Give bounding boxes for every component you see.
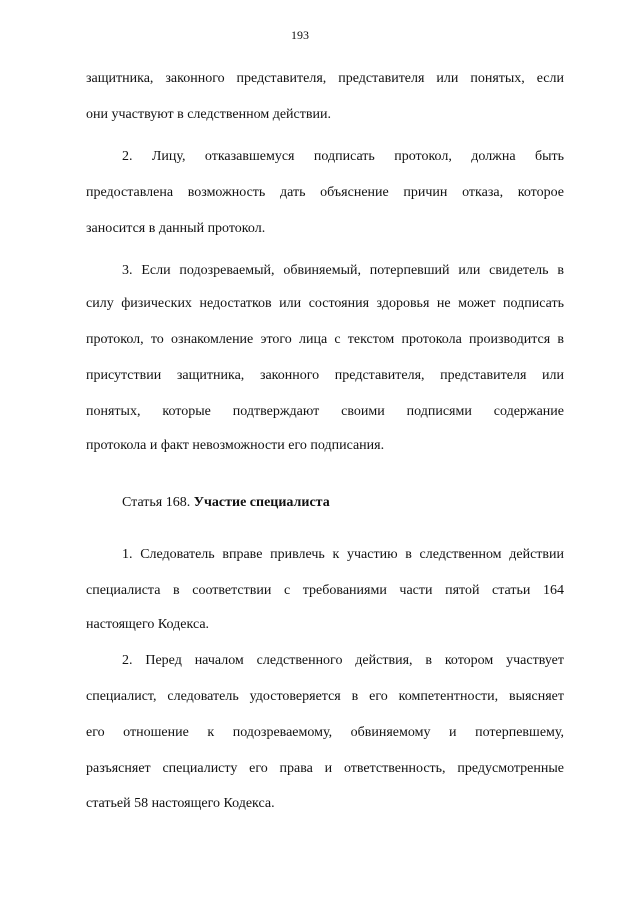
page-number: 193: [291, 28, 309, 42]
text-line: 2. Перед началом следственного действия, в котором участвует: [122, 653, 564, 668]
text-line: специалист, следователь удостоверяется в его компетентности, выясняет: [86, 689, 564, 704]
text-line: заносится в данный протокол.: [86, 221, 266, 236]
article-number: Статья 168.: [122, 495, 191, 510]
text-line: его отношение к подозреваемому, обвиняемому и потерпевшему,: [86, 725, 564, 740]
text-line: присутствии защитника, законного представителя, представителя или: [86, 368, 564, 383]
text-line: понятых, которые подтверждают своими подписями содержание: [86, 404, 564, 419]
text-line: специалиста в соответствии с требованиями части пятой статьи 164: [86, 583, 564, 598]
text-line: защитника, законного представителя, представителя или понятых, если: [86, 71, 564, 86]
text-line: они участвуют в следственном действии.: [86, 107, 331, 122]
text-line: протокол, то ознакомление этого лица с текстом протокола производится в: [86, 332, 564, 347]
article-title: Участие специалиста: [193, 495, 330, 510]
text-line: предоставлена возможность дать объяснение причин отказа, которое: [86, 185, 564, 200]
text-line: 1. Следователь вправе привлечь к участию в следственном действии: [122, 547, 564, 562]
article-heading: [122, 494, 330, 512]
text-line: 3. Если подозреваемый, обвиняемый, потерпевший или свидетель в: [122, 263, 564, 278]
text-line: протокола и факт невозможности его подписания.: [86, 438, 385, 453]
text-line: силу физических недостатков или состояния здоровья не может подписать: [86, 296, 564, 311]
text-line: статьей 58 настоящего Кодекса.: [86, 796, 275, 811]
text-line: 2. Лицу, отказавшемуся подписать протокол, должна быть: [122, 149, 564, 164]
text-line: разъясняет специалисту его права и ответственность, предусмотренные: [86, 761, 564, 776]
text-line: настоящего Кодекса.: [86, 617, 210, 632]
